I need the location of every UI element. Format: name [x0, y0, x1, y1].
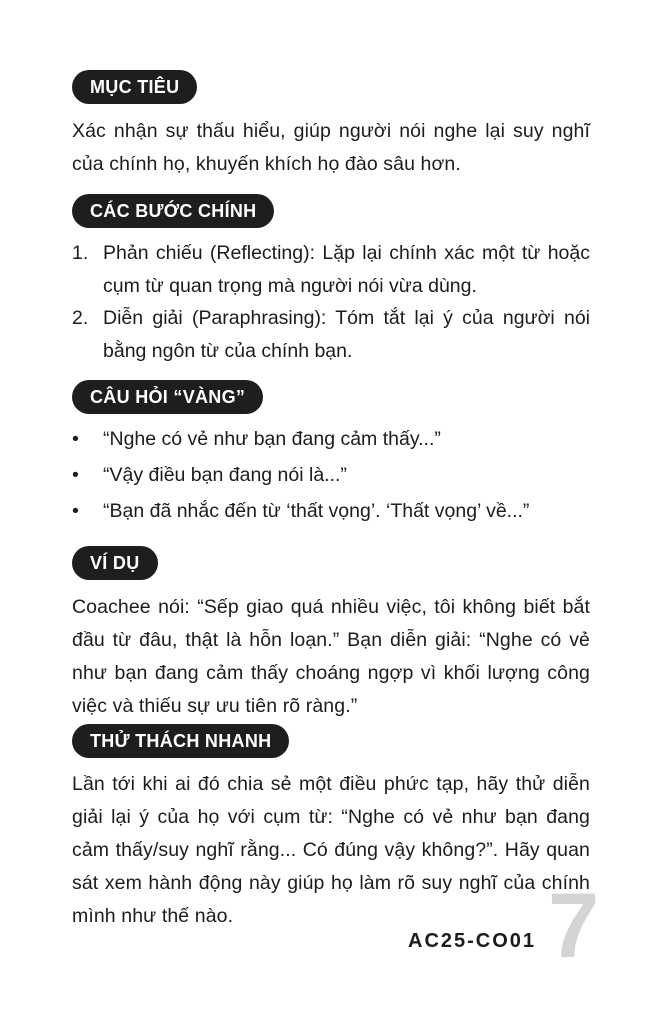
step-text: Diễn giải (Paraphrasing): Tóm tắt lại ý của người nói bằng ngôn từ của chính bạn. — [103, 307, 590, 362]
heading-cau-hoi-vang: CÂU HỎI “VÀNG” — [72, 380, 263, 414]
heading-thu-thach-nhanh: THỬ THÁCH NHANH — [72, 724, 289, 758]
step-text: Phản chiếu (Reflecting): Lặp lại chính xác một từ hoặc cụm từ quan trọng mà người nói vừa dùng. — [103, 242, 590, 297]
question-text: “Nghe có vẻ như bạn đang cảm thấy...” — [103, 428, 441, 450]
heading-muc-tieu: MỤC TIÊU — [72, 70, 197, 104]
heading-cac-buoc-chinh: CÁC BƯỚC CHÍNH — [72, 194, 274, 228]
question-item — [72, 495, 590, 528]
question-item — [72, 423, 590, 456]
heading-vi-du: VÍ DỤ — [72, 546, 158, 580]
step-item — [72, 302, 590, 368]
vi-du-text: Coachee nói: “Sếp giao quá nhiều việc, tôi không biết bắt đầu từ đâu, thật là hỗn loạn.” Bạn diễn giải: “Nghe có vẻ như bạn đang cảm thấy choáng ngợp vì khối lượng công việc và thiếu sự ưu tiên rõ ràng.” — [72, 596, 590, 717]
bullet-marker: • — [72, 464, 79, 486]
thu-thach-text: Lần tới khi ai đó chia sẻ một điều phức tạp, hãy thử diễn giải lại ý của họ với cụm từ: “Nghe có vẻ như bạn đang cảm thấy/suy nghĩ rằng... Có đúng vậy không?”. Hãy quan sát xem hành động này giúp họ làm rõ suy nghĩ của chính mình như thế nào. — [72, 773, 590, 927]
bullet-marker: • — [72, 500, 79, 522]
question-text: “Vậy điều bạn đang nói là...” — [103, 464, 347, 486]
question-text: “Bạn đã nhắc đến từ ‘thất vọng’. ‘Thất vọng’ về...” — [103, 500, 530, 522]
step-item — [72, 237, 590, 303]
muc-tieu-text: Xác nhận sự thấu hiểu, giúp người nói nghe lại suy nghĩ của chính họ, khuyến khích họ đào sâu hơn. — [72, 120, 590, 175]
bullet-marker: • — [72, 428, 79, 450]
question-item — [72, 459, 590, 492]
page-number: 7 — [548, 875, 600, 977]
step-number: 2. — [72, 307, 89, 329]
step-number: 1. — [72, 242, 89, 264]
page-code: AC25-CO01 — [408, 930, 537, 952]
